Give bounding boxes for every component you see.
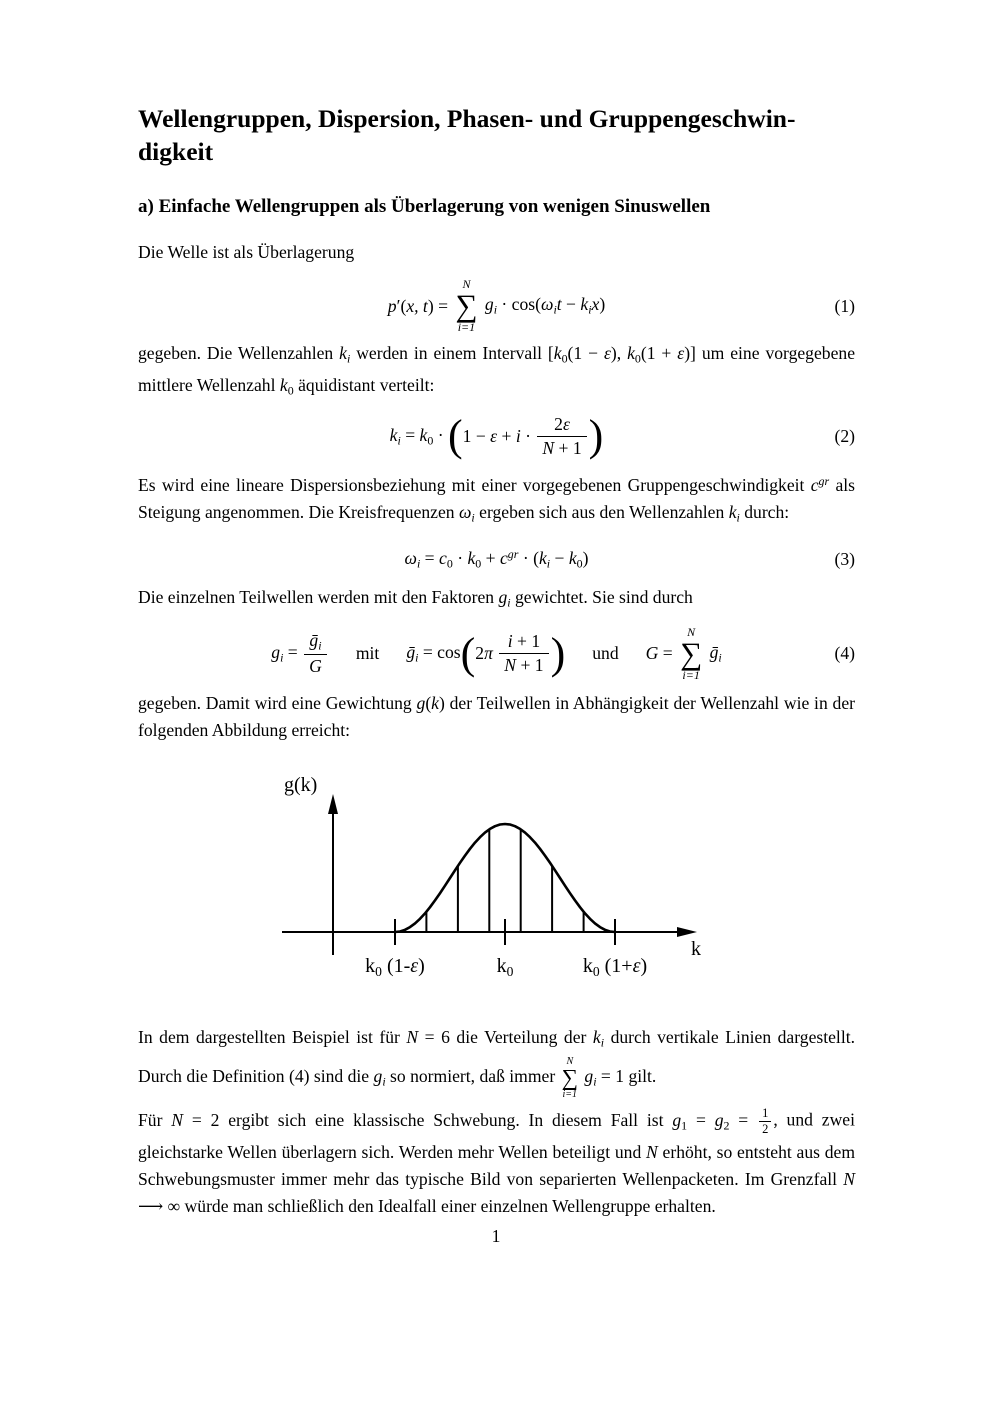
text-fragment: · cos( [497, 294, 541, 315]
text-fragment: = [658, 643, 678, 664]
inline-sum-symbol [562, 1056, 578, 1100]
text-fragment: als Steigung angenommen. Die Kreisfrequenzen [138, 474, 855, 522]
inline-fraction [759, 1106, 771, 1137]
sum-lower-limit: i=1 [562, 1089, 578, 1101]
text-fragment: 0 [506, 963, 514, 979]
doc-title-line2: digkeit [138, 137, 214, 166]
section-heading: a) Einfache Wellengruppen als Überlagerung von wenigen Sinuswellen [138, 196, 711, 217]
fraction-denominator [304, 654, 327, 678]
text-fragment: = 6 die Verteilung der [418, 1026, 593, 1047]
paragraph-3 [138, 468, 855, 531]
text-fragment: · [433, 424, 448, 445]
text-fragment: i [718, 650, 722, 665]
sum-upper-limit: N [687, 624, 696, 639]
text-fragment: 1 − [462, 425, 491, 446]
text-fragment: N [504, 655, 517, 676]
sigma-icon: ∑ [680, 635, 703, 671]
paragraph-6 [138, 1024, 855, 1100]
text-fragment: + 1 [554, 437, 582, 458]
text-fragment: − [561, 294, 581, 315]
fraction-numerator: 1 [762, 1106, 769, 1121]
text-fragment: ω [404, 548, 417, 569]
text-fragment: 2 [554, 413, 563, 434]
sigma-icon: ∑ [455, 288, 478, 323]
text-fragment: x [591, 294, 600, 315]
eq3-body [405, 547, 589, 571]
text-fragment: k [728, 501, 737, 522]
text-fragment: ε [603, 343, 611, 363]
fraction-denominator [537, 436, 586, 460]
sum-symbol [680, 626, 702, 682]
text-fragment: · ( [518, 548, 539, 569]
text-fragment: k [467, 548, 476, 569]
text-fragment: N [171, 1109, 184, 1130]
text-fragment: · [520, 425, 536, 446]
text-fragment: ) [418, 954, 425, 977]
text-fragment: k [538, 548, 547, 569]
eq2-lhs [390, 425, 448, 448]
text-fragment: ′( [396, 295, 407, 316]
text-fragment: durch: [739, 501, 790, 522]
paragraph-7-text-a [138, 1109, 758, 1133]
text-fragment: k [389, 424, 398, 445]
text-fragment: N [843, 1169, 855, 1190]
text-fragment: k [339, 343, 347, 363]
figure-vertical-lines [426, 829, 583, 932]
connector-word-und: und [592, 643, 619, 664]
text-fragment: k [431, 692, 439, 713]
eq4-middle [406, 642, 460, 665]
fraction-numerator [503, 630, 545, 653]
text-fragment: gewichtet. Sie sind durch [510, 586, 693, 607]
text-fragment: gr [818, 473, 830, 488]
fraction [499, 630, 548, 677]
text-fragment: g [498, 586, 508, 607]
text-fragment: ω [541, 294, 554, 315]
eq1-rhs [481, 294, 606, 317]
text-fragment: · [452, 548, 468, 569]
open-paren: ( [460, 628, 476, 678]
text-fragment: k [553, 343, 562, 363]
eq2-inner [463, 426, 536, 447]
text-fragment: 0 [592, 963, 600, 979]
text-fragment: ) [640, 954, 648, 977]
text-fragment: ḡ [309, 630, 319, 651]
eq4-sum-term [705, 642, 722, 665]
text-fragment: ḡ [406, 642, 416, 663]
text-fragment: 0 [427, 432, 434, 447]
text-fragment: i [507, 631, 513, 652]
text-fragment: 0 [561, 351, 568, 366]
text-fragment: gegeben. Die Wellenzahlen [138, 343, 340, 363]
text-fragment: i [493, 302, 498, 317]
paragraph-2 [138, 340, 855, 405]
text-fragment: i [515, 425, 521, 446]
text-fragment: − [550, 548, 569, 569]
text-fragment: 2 [723, 1118, 730, 1133]
equation-3 [138, 547, 855, 571]
text-fragment: i [553, 302, 557, 317]
text-fragment: so normiert, daß immer [385, 1066, 560, 1087]
text-fragment: + [497, 425, 516, 446]
text-fragment: k [279, 375, 288, 396]
text-fragment: äquidistant verteilt: [293, 375, 435, 396]
text-fragment: i [280, 650, 284, 665]
text-fragment: c [439, 548, 447, 569]
text-fragment: p [387, 295, 397, 316]
text-fragment: werden in einem Intervall [ [350, 343, 554, 363]
text-fragment: i [600, 1035, 605, 1050]
text-fragment: i [416, 556, 421, 571]
text-fragment: = 1 gilt. [596, 1066, 657, 1087]
text-fragment: + [481, 548, 500, 569]
text-fragment: 0 [375, 963, 382, 979]
text-fragment: g [271, 642, 281, 663]
equation-number-3: (3) [834, 548, 855, 569]
text-fragment: ω [458, 501, 472, 522]
text-fragment: 0 [446, 556, 453, 571]
text-fragment: )] um eine vorgegebene mittlere Wellenzahl [138, 343, 855, 396]
text-fragment: Es wird eine lineare Dispersionsbeziehung mit einer vorgegebenen Gruppengeschwindigkeit [138, 474, 811, 495]
fraction [537, 413, 586, 460]
text-fragment: k [496, 954, 507, 977]
text-fragment: Die einzelnen Teilwellen werden mit den Faktoren [138, 586, 499, 607]
text-fragment: ε [632, 954, 641, 977]
text-fragment: = 2 ergibt sich eine klassische Schwebung. In diesem Fall ist [183, 1109, 673, 1130]
figure [138, 772, 855, 1010]
text-fragment: i [318, 638, 322, 653]
doc-title [138, 102, 855, 168]
fraction [304, 629, 327, 678]
sum-lower-limit: i=1 [457, 320, 476, 334]
text-fragment: 2 [475, 643, 485, 664]
x-axis-label [691, 938, 701, 961]
content-column [138, 0, 855, 1220]
text-fragment: ) [582, 548, 589, 569]
text-fragment: g [580, 1066, 594, 1087]
tick-label-center [497, 955, 514, 980]
text-fragment: i [593, 1074, 597, 1089]
doc-title-line1: Wellengruppen, Dispersion, Phasen- und Gruppengeschwin- [138, 104, 796, 133]
sum-upper-limit: N [462, 277, 471, 291]
text-fragment: k [568, 548, 577, 569]
text-fragment: ε [410, 954, 419, 977]
tick-label-left [365, 955, 425, 980]
text-fragment: k [580, 294, 589, 315]
text-fragment: + 1 [512, 631, 541, 652]
text-fragment: ⟶ ∞ würde man schließlich den Idealfall einer einzelnen Wellengruppe erhalten. [138, 1196, 716, 1217]
text-fragment: g [714, 1109, 724, 1130]
equation-4 [138, 626, 855, 682]
text-fragment: ( [425, 692, 432, 713]
text-fragment: g(k) [284, 773, 318, 796]
text-fragment: ergeben sich aus den Wellenzahlen [474, 501, 729, 522]
text-fragment: 1 [681, 1118, 688, 1133]
text-fragment: i [382, 1074, 386, 1089]
text-fragment: durch vertikale Linien dargestellt. Durch die Definition (4) sind die [138, 1026, 855, 1087]
sum-upper-limit: N [566, 1056, 574, 1068]
text-fragment: ) = [427, 295, 453, 316]
sum-symbol [455, 278, 477, 334]
eq4-sum-lhs [646, 643, 677, 664]
text-fragment: i [346, 351, 351, 366]
text-fragment: N [646, 1142, 658, 1163]
text-fragment: gr [507, 547, 519, 562]
tick-label-right [583, 955, 647, 980]
text-fragment: k [419, 424, 428, 445]
y-axis-arrowhead [328, 794, 338, 814]
equation-number-1: (1) [834, 295, 855, 316]
text-fragment: der Teilwellen in Abhängigkeit der Wellenzahl wie in der folgenden Abbildung erreicht: [138, 692, 856, 740]
text-fragment: Für [138, 1109, 172, 1130]
text-fragment: t [556, 294, 562, 315]
text-fragment: = cos [418, 642, 461, 663]
eq1-lhs [388, 296, 453, 317]
paragraph-7 [138, 1106, 855, 1220]
paragraph-5 [138, 690, 855, 744]
sigma-icon: ∑ [561, 1065, 578, 1091]
text-fragment: i [415, 650, 419, 665]
paragraph-4 [138, 584, 855, 616]
eq4-lhs [271, 642, 302, 665]
text-fragment [493, 643, 497, 663]
text-fragment: ) [599, 294, 606, 315]
text-fragment: (1 − [567, 343, 604, 363]
text-fragment: k [365, 954, 376, 977]
text-fragment: (1+ [599, 954, 633, 977]
figure-curve [395, 824, 615, 932]
text-fragment: i [736, 510, 740, 525]
text-fragment: (1 + [640, 343, 678, 363]
equation-number-2: (2) [834, 425, 855, 446]
text-fragment: = [283, 642, 303, 663]
text-fragment: i [588, 302, 592, 317]
text-fragment: (1- [381, 954, 411, 977]
eq4-cos-arg [475, 643, 497, 664]
text-fragment: ε [490, 425, 498, 446]
text-fragment: i [546, 556, 551, 571]
text-fragment: k [592, 1026, 601, 1047]
text-fragment: = [687, 1109, 715, 1130]
text-fragment: = [420, 548, 439, 569]
text-fragment: = [729, 1109, 758, 1130]
text-fragment: In dem dargestellten Beispiel ist für [138, 1026, 407, 1047]
paragraph-1: Die Welle ist als Überlagerung [138, 242, 355, 262]
text-fragment: k [627, 343, 635, 363]
text-fragment: N [542, 437, 555, 458]
text-fragment: c [499, 548, 508, 569]
paragraph-6-text-b [580, 1066, 657, 1089]
x-axis-arrowhead [677, 927, 697, 937]
text-fragment: 0 [634, 351, 641, 366]
fraction-numerator [549, 413, 575, 436]
text-fragment: ḡ [705, 642, 719, 663]
text-fragment: 0 [475, 556, 482, 571]
text-fragment: x, t [406, 295, 428, 316]
text-fragment: ε [677, 343, 685, 363]
equation-2 [138, 413, 855, 460]
text-fragment: = [400, 424, 420, 445]
text-fragment: ) [438, 692, 445, 713]
text-fragment: c [810, 474, 819, 495]
text-fragment: ε [562, 413, 570, 434]
fraction-denominator [499, 653, 548, 677]
text-fragment: 0 [287, 383, 294, 398]
text-fragment: g [672, 1109, 682, 1130]
text-fragment: erhöht, so entsteht aus dem Schwebungsmuster immer mehr das typische Bild von separierten Wellenpacketen. Im Grenzfall [138, 1142, 856, 1190]
page-number: 1 [491, 1226, 501, 1246]
open-paren: ( [447, 411, 463, 461]
text-fragment: g [373, 1066, 383, 1087]
text-fragment: i [471, 510, 475, 525]
fraction-denominator: 2 [759, 1121, 771, 1137]
fraction-numerator [304, 629, 326, 654]
figure-axes [282, 798, 680, 955]
close-paren: ) [588, 411, 604, 461]
sum-lower-limit: i=1 [682, 667, 700, 682]
text-fragment: g [416, 692, 426, 713]
equation-number-4: (4) [834, 643, 855, 664]
text-fragment: i [507, 594, 511, 609]
text-fragment: G [645, 643, 659, 664]
text-fragment: g [480, 294, 494, 315]
close-paren: ) [550, 628, 566, 678]
text-fragment: N [406, 1026, 419, 1047]
text-fragment: ), [610, 343, 628, 363]
text-fragment: , und zwei gleichstarke Wellen überlagern sich. Werden mehr Wellen beteiligt und [138, 1109, 855, 1163]
text-fragment: G [309, 656, 322, 677]
text-fragment: + 1 [516, 655, 544, 676]
y-axis-label [284, 774, 317, 797]
text-fragment: π [484, 643, 493, 664]
paragraph-6-text-a [138, 1026, 855, 1089]
text-fragment: i [397, 432, 401, 447]
text-fragment: k [691, 937, 701, 960]
equation-1 [138, 278, 855, 334]
text-fragment: gegeben. Damit wird eine Gewichtung [138, 692, 417, 713]
connector-word-mit: mit [355, 643, 380, 664]
text-fragment: 0 [576, 556, 583, 571]
text-fragment: k [582, 954, 593, 977]
